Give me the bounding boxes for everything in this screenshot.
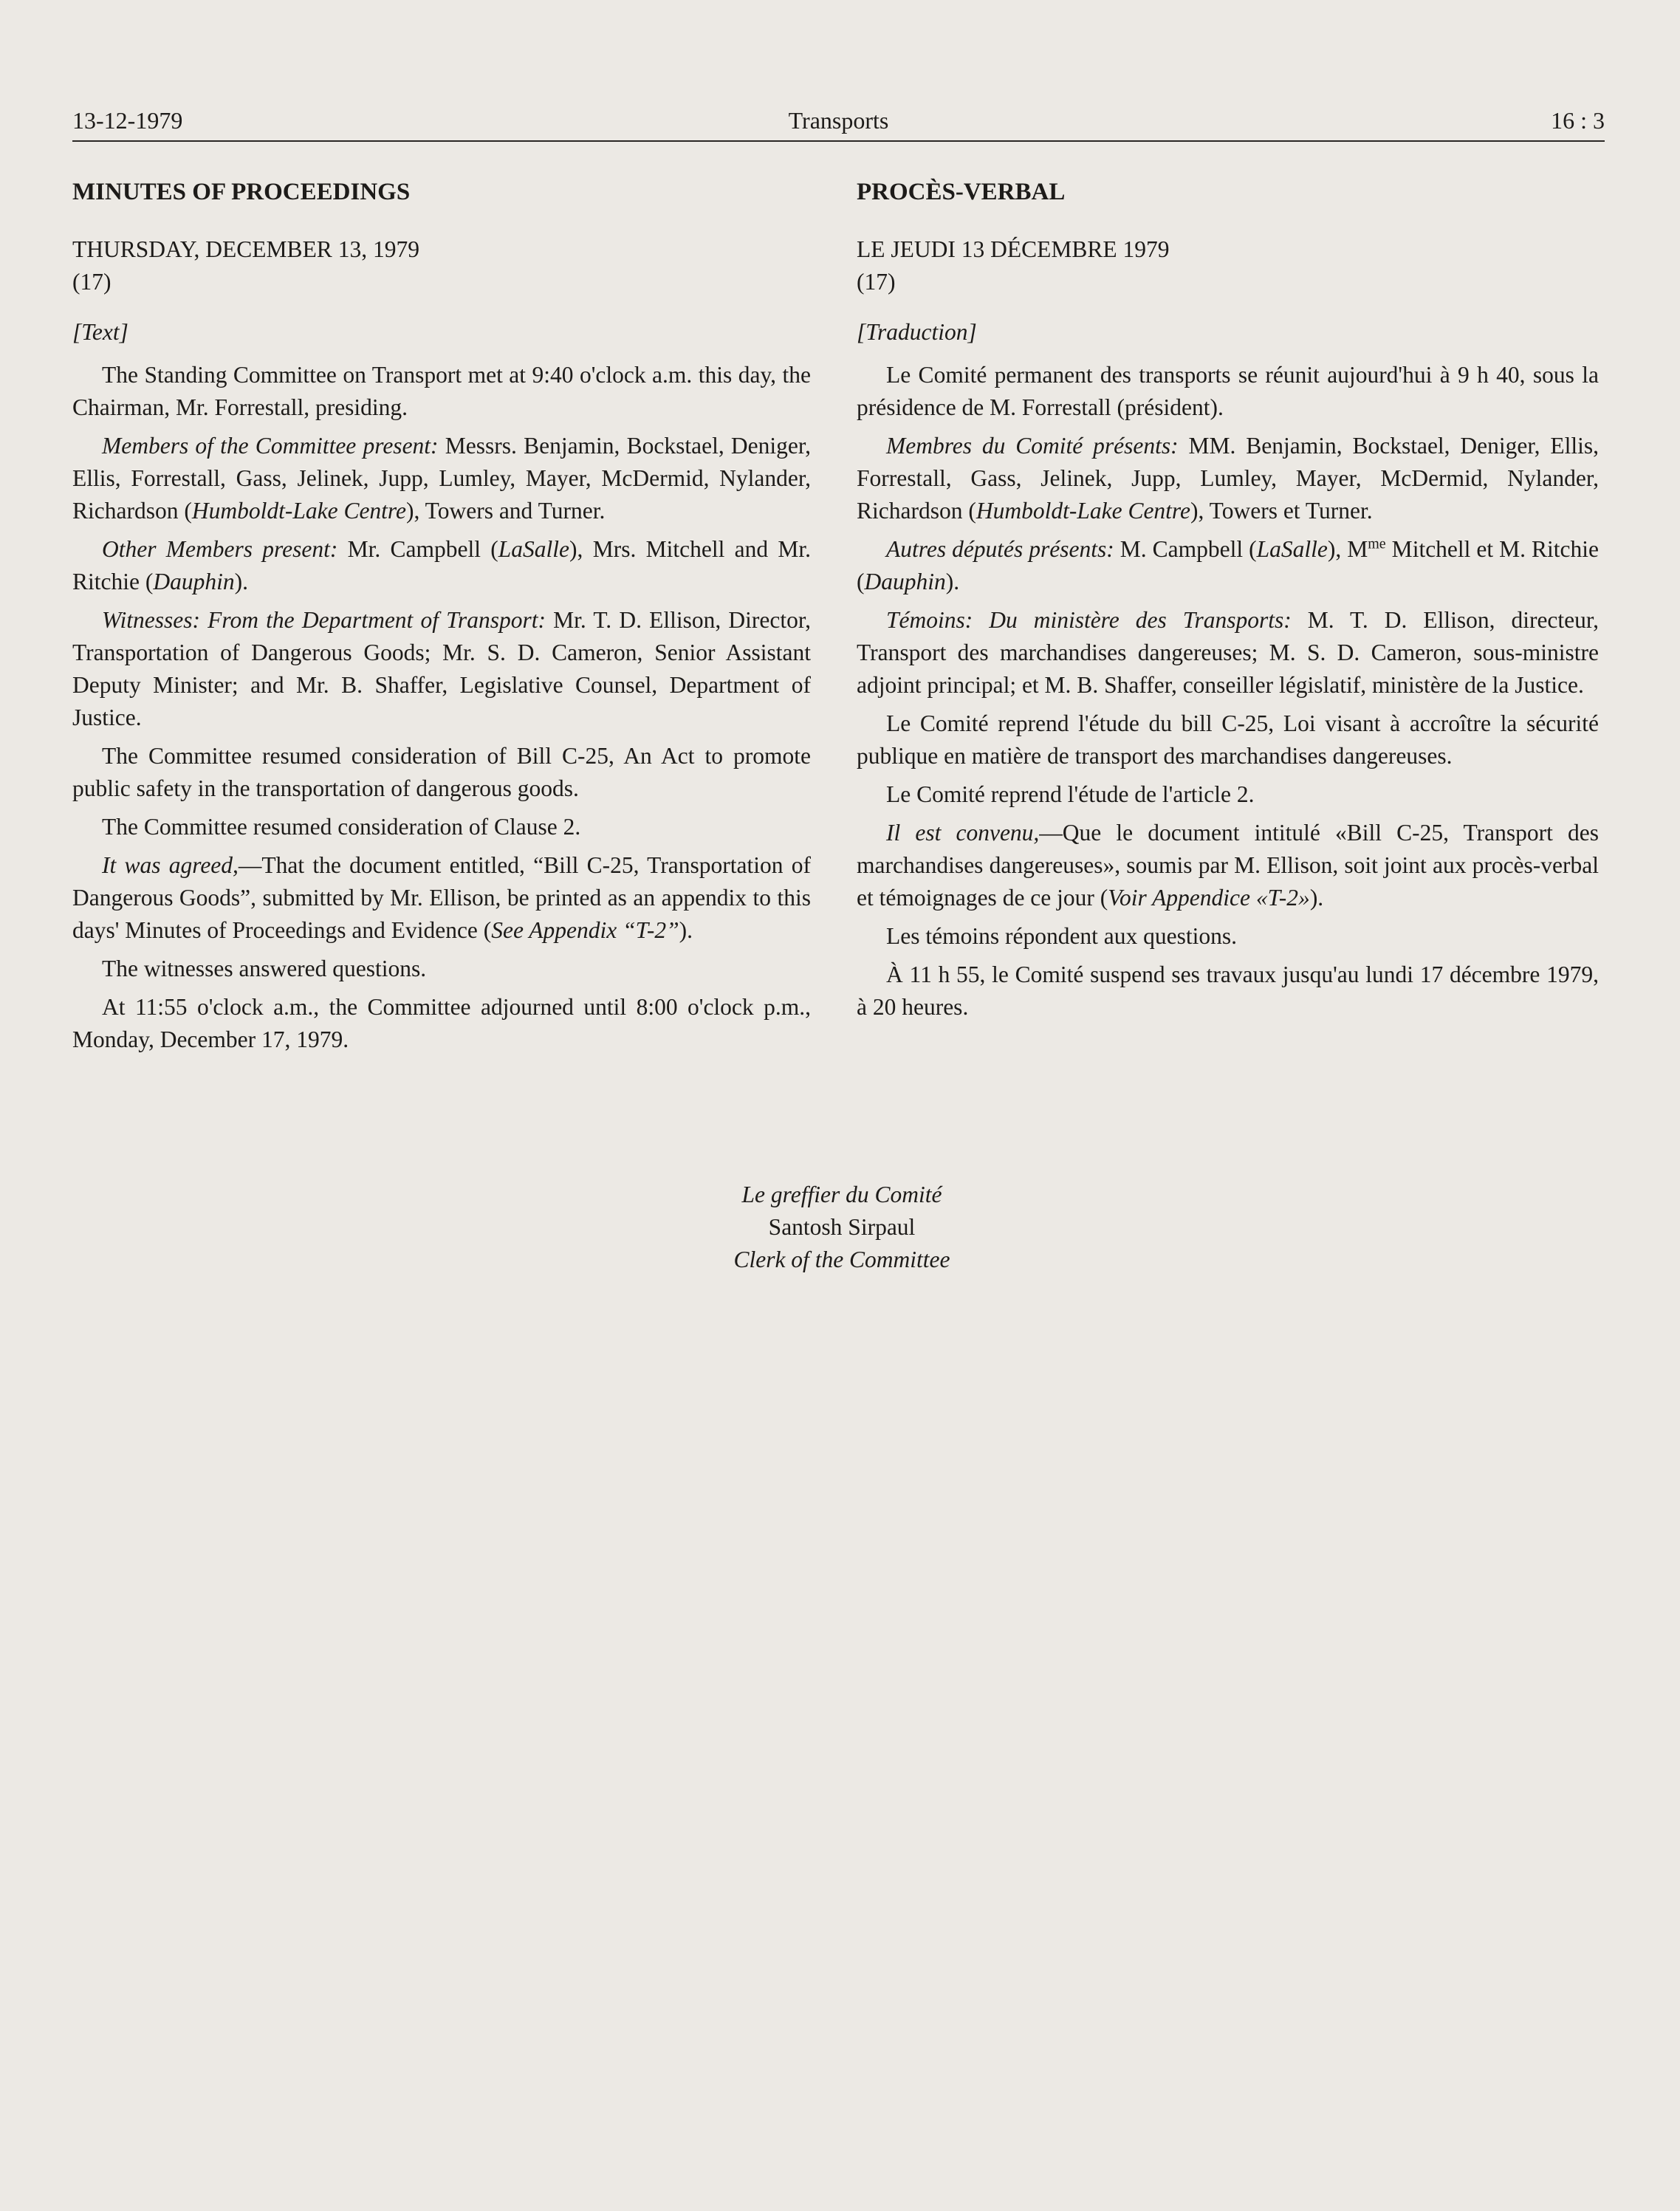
english-members-end: ), Towers and Turner.	[406, 498, 606, 524]
english-paragraph-members	[72, 430, 811, 527]
english-paragraph-witnesses-answered: The witnesses answered questions.	[102, 956, 427, 981]
clerk-title-english: Clerk of the Committee	[733, 1247, 950, 1272]
header-rule	[72, 140, 1605, 142]
signature-block	[694, 1179, 990, 1276]
french-paragraph-clause: Le Comité reprend l'étude de l'article 2.	[886, 781, 1255, 807]
french-witnesses-lead: Témoins: Du ministère des Transports:	[886, 607, 1292, 633]
french-members-riding: Humboldt-Lake Centre	[976, 498, 1191, 524]
clerk-title-french: Le greffier du Comité	[741, 1182, 942, 1207]
french-paragraph-agreed	[857, 817, 1599, 914]
english-members-lead: Members of the Committee present:	[102, 433, 439, 459]
english-paragraph-adjourned: At 11:55 o'clock a.m., the Committee adjourned until 8:00 o'clock p.m., Monday, December 17, 1979.	[72, 994, 811, 1052]
english-paragraph-agreed	[72, 849, 811, 947]
french-other-text: M. Campbell (	[1114, 536, 1257, 562]
french-agreed-text: —Que le document intitulé «Bill C-25, Transport des marchandises dangereuses», soumis par M. Ellison, soit joint aux procès-verbal et témoignages de ce jour (	[857, 820, 1599, 911]
english-other-riding2: Dauphin	[153, 569, 235, 594]
running-header	[72, 102, 1605, 139]
header-page-number: 16 : 3	[1551, 107, 1605, 134]
french-other-riding2: Dauphin	[864, 569, 946, 594]
french-other-lead: Autres députés présents:	[886, 536, 1114, 562]
french-other-mid2: Mitchell et M. Ritchie (	[857, 536, 1599, 594]
french-paragraph-witnesses	[857, 604, 1599, 702]
english-paragraph-other-members	[72, 533, 811, 598]
english-agreed-appendix: See Appendix “T-2”	[491, 917, 679, 943]
english-column	[72, 176, 811, 1062]
clerk-name: Santosh Sirpaul	[768, 1214, 916, 1240]
english-date-line: THURSDAY, DECEMBER 13, 1979	[72, 236, 419, 262]
french-paragraph-other-members	[857, 533, 1599, 598]
french-agreed-appendix: Voir Appendice «T-2»	[1108, 885, 1310, 911]
header-title: Transports	[788, 107, 889, 134]
french-paragraph-members	[857, 430, 1599, 527]
english-heading: MINUTES OF PROCEEDINGS	[72, 179, 411, 205]
french-paragraph-witnesses-answered: Les témoins répondent aux questions.	[886, 923, 1238, 949]
french-paragraph-opening: Le Comité permanent des transports se réunit aujourd'hui à 9 h 40, sous la présidence de M. Forrestall (président).	[857, 362, 1599, 420]
english-text-tag: [Text]	[72, 319, 128, 345]
french-members-text: MM. Benjamin, Bockstael, Deniger, Ellis, Forrestall, Gass, Jelinek, Jupp, Lumley, Mayer, McDermid, Nylander, Richardson (	[857, 433, 1599, 524]
french-date-line: LE JEUDI 13 DÉCEMBRE 1979	[857, 236, 1170, 262]
french-members-lead: Membres du Comité présents:	[886, 433, 1179, 459]
french-column	[857, 176, 1599, 1029]
french-paragraph-bill: Le Comité reprend l'étude du bill C-25, Loi visant à accroître la sécurité publique en matière de transport des marchandises dangereuses.	[857, 710, 1599, 769]
english-witnesses-text: Mr. T. D. Ellison, Director, Transportation of Dangerous Goods; Mr. S. D. Cameron, Senior Assistant Deputy Minister; and Mr. B. Shaffer, Legislative Counsel, Department of Justice.	[72, 607, 811, 730]
french-members-end: ), Towers et Turner.	[1190, 498, 1373, 524]
english-agreed-end: ).	[679, 917, 693, 943]
english-other-riding1: LaSalle	[498, 536, 570, 562]
french-agreed-end: ).	[1309, 885, 1324, 911]
french-translation-tag: [Traduction]	[857, 319, 977, 345]
french-sitting-number: (17)	[857, 269, 896, 295]
english-other-text: Mr. Campbell (	[337, 536, 498, 562]
french-other-sup: me	[1368, 535, 1386, 552]
english-witnesses-lead: Witnesses: From the Department of Transport:	[102, 607, 546, 633]
english-paragraph-witnesses	[72, 604, 811, 734]
english-paragraph-bill: The Committee resumed consideration of Bill C-25, An Act to promote public safety in the transportation of dangerous goods.	[72, 743, 811, 801]
english-paragraph-clause: The Committee resumed consideration of Clause 2.	[102, 814, 581, 840]
english-other-mid: ), Mrs. Mitchell and Mr. Ritchie (	[72, 536, 812, 594]
english-agreed-lead: It was agreed,	[102, 852, 239, 878]
french-paragraph-adjourned: À 11 h 55, le Comité suspend ses travaux jusqu'au lundi 17 décembre 1979, à 20 heures.	[857, 961, 1599, 1020]
english-members-riding: Humboldt-Lake Centre	[191, 498, 407, 524]
english-paragraph-opening: The Standing Committee on Transport met at 9:40 o'clock a.m. this day, the Chairman, Mr. Forrestall, presiding.	[72, 362, 811, 420]
header-date: 13-12-1979	[72, 107, 183, 134]
french-other-end: ).	[945, 569, 960, 594]
english-other-end: ).	[234, 569, 248, 594]
french-other-riding1: LaSalle	[1256, 536, 1328, 562]
english-members-text: Messrs. Benjamin, Bockstael, Deniger, Ellis, Forrestall, Gass, Jelinek, Jupp, Lumley, Mayer, McDermid, Nylander, Richardson (	[72, 433, 811, 524]
french-heading: PROCÈS-VERBAL	[857, 179, 1066, 205]
french-witnesses-text: M. T. D. Ellison, directeur, Transport des marchandises dangereuses; M. S. D. Cameron, sous-ministre adjoint principal; et M. B. Shaffer, conseiller législatif, ministère de la Justice.	[857, 607, 1599, 698]
english-agreed-text: —That the document entitled, “Bill C-25, Transportation of Dangerous Goods”, submitted by Mr. Ellison, be printed as an appendix to this days' Minutes of Proceedings and Evidence (	[72, 852, 811, 943]
english-sitting-number: (17)	[72, 269, 112, 295]
french-agreed-lead: Il est convenu,	[886, 820, 1040, 846]
french-other-mid1: ), M	[1327, 536, 1368, 562]
english-other-lead: Other Members present:	[102, 536, 338, 562]
